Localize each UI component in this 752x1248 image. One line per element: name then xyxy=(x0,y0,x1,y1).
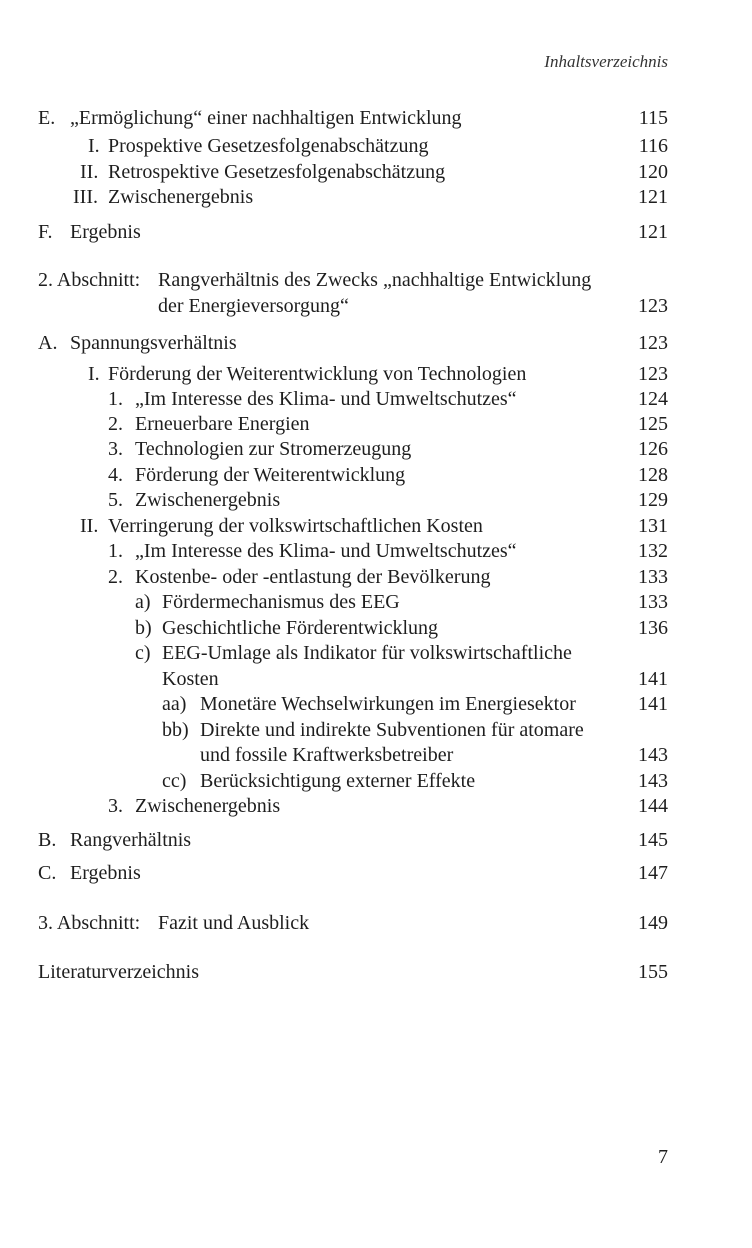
toc-entry-title: Rangverhältnis des Zwecks „nachhaltige Entwicklung xyxy=(158,269,592,291)
toc-entry xyxy=(0,538,752,564)
page-number: 7 xyxy=(658,1146,668,1168)
toc-entry-label: F. xyxy=(38,221,53,243)
toc-entry-page: 132 xyxy=(638,540,668,562)
toc-entry-label: 1. xyxy=(108,540,123,562)
toc-entry-label: I. xyxy=(88,135,100,157)
toc-entry-label: B. xyxy=(38,829,57,851)
toc-entry-title: „Im Interesse des Klima- und Umweltschutzes“ xyxy=(135,388,517,410)
toc-entry-page: 125 xyxy=(638,413,668,435)
toc-entry-page: 155 xyxy=(638,961,668,983)
toc-entry-title: „Ermöglichung“ einer nachhaltigen Entwicklung xyxy=(70,107,462,129)
toc-entry xyxy=(0,267,752,293)
toc-entry-label: cc) xyxy=(162,770,187,792)
toc-entry-title: Erneuerbare Energien xyxy=(135,413,310,435)
toc-entry-page: 131 xyxy=(638,515,668,537)
toc-entry xyxy=(0,910,752,936)
toc-entry-page: 141 xyxy=(638,693,668,715)
toc-entry xyxy=(0,860,752,886)
toc-entry xyxy=(0,691,752,717)
toc-entry-title: Zwischenergebnis xyxy=(108,186,254,208)
toc-entry-label: 2. xyxy=(108,566,123,588)
toc-entry-page: 123 xyxy=(638,363,668,385)
toc-entry-title: Literaturverzeichnis xyxy=(38,961,200,983)
toc-entry-label: 4. xyxy=(108,464,123,486)
toc-entry xyxy=(0,589,752,615)
toc-entry-page: 133 xyxy=(638,566,668,588)
toc-entry-label: 2. Abschnitt: xyxy=(38,269,141,291)
toc-entry-title: Zwischenergebnis xyxy=(135,489,281,511)
toc-entry-page: 123 xyxy=(638,295,668,317)
toc-entry-page: 115 xyxy=(638,107,668,129)
toc-entry-title: Direkte und indirekte Subventionen für atomare xyxy=(200,719,584,741)
toc-entry-title: Monetäre Wechselwirkungen im Energiesektor xyxy=(200,693,576,715)
toc-entry-label: 5. xyxy=(108,489,123,511)
toc-entry xyxy=(0,615,752,641)
toc-entry-title: EEG-Umlage als Indikator für volkswirtschaftliche xyxy=(162,642,572,664)
toc-entry-label: a) xyxy=(135,591,151,613)
toc-entry-title: Retrospektive Gesetzesfolgenabschätzung xyxy=(108,161,446,183)
toc-entry xyxy=(0,487,752,513)
toc-entry-title: Geschichtliche Förderentwicklung xyxy=(162,617,439,639)
toc-entry xyxy=(0,361,752,387)
toc-entry-title: Zwischenergebnis xyxy=(135,795,281,817)
toc-entry xyxy=(0,293,752,319)
toc-entry xyxy=(0,159,752,185)
toc-entry xyxy=(0,184,752,210)
toc-entry-page: 129 xyxy=(638,489,668,511)
toc-entry xyxy=(0,386,752,412)
toc-entry-label: I. xyxy=(88,363,100,385)
toc-entry xyxy=(0,564,752,590)
toc-entry xyxy=(0,640,752,666)
toc-entry-title: Spannungsverhältnis xyxy=(70,332,237,354)
toc-entry-label: c) xyxy=(135,642,151,664)
toc-entry xyxy=(0,330,752,356)
toc-entry-title: Förderung der Weiterentwicklung xyxy=(135,464,406,486)
toc-entry-title: „Im Interesse des Klima- und Umweltschutzes“ xyxy=(135,540,517,562)
toc-entry-title: Fazit und Ausblick xyxy=(158,912,310,934)
toc-entry-title: Förderung der Weiterentwicklung von Technologien xyxy=(108,363,527,385)
toc-entry-page: 143 xyxy=(638,744,668,766)
toc-entry-page: 121 xyxy=(638,186,668,208)
toc-entry-label: C. xyxy=(38,862,57,884)
toc-entry-title: Kostenbe- oder -entlastung der Bevölkerung xyxy=(135,566,491,588)
toc-entry-title: und fossile Kraftwerksbetreiber xyxy=(200,744,454,766)
toc-entry xyxy=(0,436,752,462)
toc-entry-page: 121 xyxy=(638,221,668,243)
toc-entry xyxy=(0,827,752,853)
toc-entry xyxy=(0,411,752,437)
toc-entry xyxy=(0,513,752,539)
toc-entry-title: Ergebnis xyxy=(70,862,141,884)
toc-entry-title: Verringerung der volkswirtschaftlichen Kosten xyxy=(108,515,483,537)
toc-entry-page: 120 xyxy=(638,161,668,183)
toc-entry-label: 2. xyxy=(108,413,123,435)
toc-entry-title: Ergebnis xyxy=(70,221,141,243)
toc-entry xyxy=(0,462,752,488)
toc-entry-title: Kosten xyxy=(162,668,219,690)
toc-entry-page: 144 xyxy=(638,795,668,817)
toc-entry-label: A. xyxy=(38,332,58,354)
toc-entry-title: Technologien zur Stromerzeugung xyxy=(135,438,412,460)
toc-entry-page: 143 xyxy=(638,770,668,792)
toc-entry-label: III. xyxy=(73,186,98,208)
toc-entry xyxy=(0,793,752,819)
toc-entry-page: 126 xyxy=(638,438,668,460)
toc-entry xyxy=(0,959,752,985)
toc-entry-label: II. xyxy=(80,161,99,183)
toc-entry-page: 149 xyxy=(638,912,668,934)
toc-entry-title: Berücksichtigung externer Effekte xyxy=(200,770,476,792)
toc-entry-label: 3. xyxy=(108,795,123,817)
toc-entry xyxy=(0,717,752,743)
toc-entry-label: 3. xyxy=(108,438,123,460)
toc-entry-label: 1. xyxy=(108,388,123,410)
toc-entry-label: II. xyxy=(80,515,99,537)
toc-entry xyxy=(0,768,752,794)
toc-entry-label: bb) xyxy=(162,719,189,741)
toc-entry-page: 147 xyxy=(638,862,668,884)
toc-entry xyxy=(0,105,752,131)
toc-entry xyxy=(0,742,752,768)
toc-entry-title: der Energieversorgung“ xyxy=(158,295,349,317)
toc-entry-page: 124 xyxy=(638,388,668,410)
toc-entry-title: Prospektive Gesetzesfolgenabschätzung xyxy=(108,135,429,157)
toc-entry-label: b) xyxy=(135,617,152,639)
toc-entry-title: Fördermechanismus des EEG xyxy=(162,591,400,613)
toc-entry-page: 123 xyxy=(638,332,668,354)
toc-entry-label: E. xyxy=(38,107,56,129)
toc-entry-page: 145 xyxy=(638,829,668,851)
toc-entry-title: Rangverhältnis xyxy=(70,829,192,851)
toc-entry xyxy=(0,666,752,692)
toc-entry-page: 133 xyxy=(638,591,668,613)
toc-entry-label: 3. Abschnitt: xyxy=(38,912,141,934)
running-header: Inhaltsverzeichnis xyxy=(544,52,668,71)
toc-entry-page: 116 xyxy=(638,135,668,157)
toc-entry xyxy=(0,219,752,245)
toc-entry-label: aa) xyxy=(162,693,187,715)
toc-entry-page: 128 xyxy=(638,464,668,486)
toc-entry-page: 136 xyxy=(638,617,668,639)
toc-entry xyxy=(0,133,752,159)
toc-entry-page: 141 xyxy=(638,668,668,690)
